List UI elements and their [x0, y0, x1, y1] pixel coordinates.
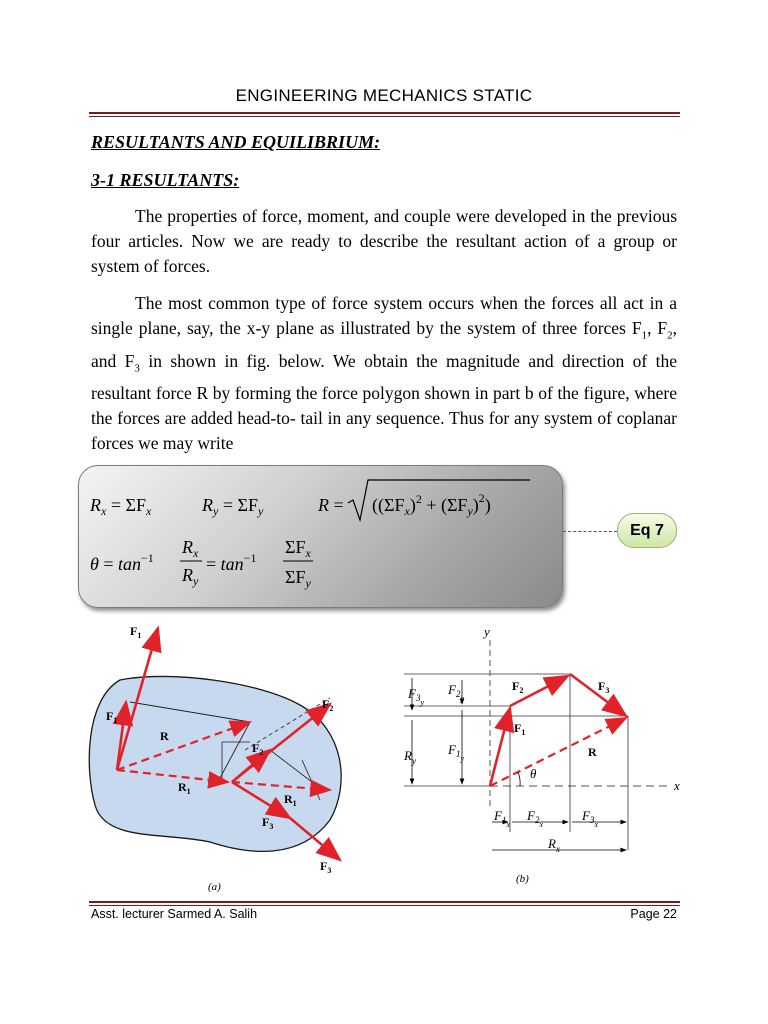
svg-text:F2: $F_2$	[322, 697, 334, 713]
svg-text:= tan−1: = $\tan^{-1}$	[206, 551, 257, 574]
svg-text:F2: $F_2$	[512, 679, 524, 695]
polygon-f1-arrow	[490, 708, 510, 786]
section-title: RESULTANTS AND EQUILIBRIUM:	[91, 132, 381, 152]
figure-a	[89, 624, 341, 893]
figure-force-diagrams	[0, 610, 768, 900]
svg-text:((ΣFx)2 + (ΣFy)2): $((\Sigma F_x)^2 + (\Sigma F_y)^2)$	[372, 491, 491, 518]
svg-text:F3: $F_3$	[320, 859, 332, 875]
svg-text:ΣFy: $\Sigma F_y$	[285, 567, 311, 590]
svg-text:R =: R =	[318, 495, 344, 515]
section-subtitle: 3-1 RESULTANTS:	[91, 170, 240, 190]
svg-text:F3x: $F_{3x}$	[582, 808, 599, 829]
paragraph-intro: The properties of force, moment, and couple were developed in the previous four articles. Now we are ready to describe the resultant action of a group or system of forces.	[91, 206, 677, 276]
footer-author: Asst. lecturer Sarmed A. Salih	[91, 907, 258, 921]
svg-text:Rx: $R_x$	[182, 537, 199, 560]
footer-rule	[89, 901, 680, 903]
figure-b-caption: (b)	[516, 873, 529, 885]
svg-text:F1x: $F_{1x}$	[494, 808, 511, 829]
header-rule	[89, 112, 680, 114]
svg-text:F1y: $F_{1y}$	[448, 742, 465, 763]
svg-text:y: y	[484, 624, 490, 639]
svg-text:F1: $F_1$	[106, 709, 118, 725]
svg-text:F3: $F_3$	[262, 815, 274, 831]
svg-text:Ry = ΣFy: $R_y = \Sigma F_y$	[202, 495, 264, 518]
svg-text:θ = tan−1: $\theta = \tan^{-1}$	[90, 551, 154, 574]
equation-formulas	[78, 465, 561, 606]
svg-text:ΣFx: $\Sigma F_x$	[285, 537, 311, 560]
figure-a-caption: (a)	[208, 881, 221, 893]
svg-text:Rx: $R_x$	[548, 836, 560, 854]
header-rule-thin	[89, 116, 680, 117]
svg-text:θ: θ	[530, 766, 537, 781]
svg-text:x: x	[674, 778, 680, 793]
svg-text:F2: $F_2$	[252, 741, 264, 757]
svg-text:F3: $F_3$	[598, 679, 610, 695]
svg-text:R: R	[588, 745, 597, 759]
footer-rule-thin	[89, 905, 680, 906]
svg-text:F1: $F_1$	[514, 721, 526, 737]
svg-text:F2x: $F_{2x}$	[527, 808, 544, 829]
svg-text:F3y: $F_{3y}$	[408, 686, 425, 707]
figure-b	[403, 624, 680, 885]
svg-text:F1: $F_1$	[130, 624, 142, 640]
equation-tag: Eq 7	[617, 513, 677, 548]
footer-page-number: Page 22	[630, 907, 677, 921]
paragraph-force-system: The most common type of force system occurs when the forces all act in a single plane, say, the x-y plane as illustrated by the system of three forces $F_1$, $F_2$, and $F_3$ in shown in fig. below. We obtain the magnitude and direction of the resultant force R by forming the force polygon shown in part b of the figure, where the forces are added head-to- tail in any sequence. Thus for any system of coplanar forces we may write	[91, 293, 678, 453]
svg-text:R1: $R_1$	[284, 792, 297, 808]
svg-text:Ry: $R_y$	[182, 565, 199, 588]
svg-text:R: R	[160, 729, 169, 743]
svg-text:Rx = ΣFx: $R_x = \Sigma F_x$	[90, 495, 152, 518]
page-header: ENGINEERING MECHANICS STATIC	[235, 86, 533, 105]
equation-connector	[563, 531, 617, 532]
svg-text:R1: $R_1$	[178, 780, 191, 796]
svg-text:F2y: $F_{2y}$	[448, 682, 465, 703]
svg-text:Ry: $R_y$	[404, 748, 416, 766]
